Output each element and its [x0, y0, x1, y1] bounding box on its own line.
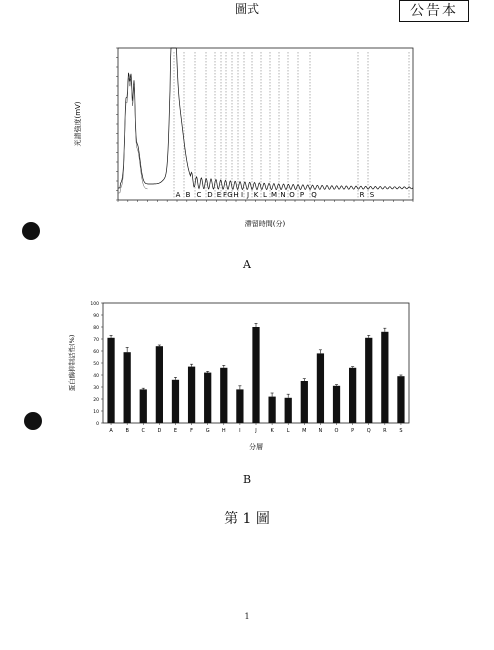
bar-chart-x-ticks [109, 423, 402, 434]
x-tick-label: L [286, 428, 290, 434]
figure-a-label: A [243, 258, 251, 271]
bar [124, 352, 131, 423]
figure-caption: 第 1 圖 [224, 511, 270, 527]
y-tick-label: 70 [93, 338, 99, 343]
fraction-label: H [233, 191, 239, 199]
bar [236, 389, 243, 423]
bar [172, 380, 179, 423]
bar [204, 373, 211, 423]
bar-chart-bars [107, 323, 404, 423]
inhibition-bar-chart [60, 296, 420, 456]
y-tick-label: 0 [96, 422, 99, 427]
x-tick-label: C [141, 428, 146, 434]
fraction-label: A [175, 191, 181, 199]
bar [301, 381, 308, 423]
chromatogram-trace [118, 48, 413, 190]
page-header-title: 圖式 [234, 2, 259, 16]
y-tick-label: 80 [93, 326, 99, 331]
punch-hole-mark [22, 222, 40, 240]
y-tick-label: 60 [93, 350, 99, 355]
x-tick-label: G [205, 428, 210, 434]
fraction-label: N [280, 191, 286, 199]
page-number: 1 [244, 612, 250, 621]
y-tick-label: 30 [93, 386, 99, 391]
x-tick-label: B [125, 428, 129, 434]
bar [317, 353, 324, 423]
bar [156, 346, 163, 423]
bar [349, 368, 356, 423]
bar [252, 327, 259, 423]
fraction-label: R [359, 191, 365, 199]
bar [140, 389, 147, 423]
fraction-labels [176, 191, 375, 199]
x-tick-label: N [318, 428, 323, 434]
x-tick-label: K [270, 428, 274, 434]
fraction-label: M [270, 191, 278, 199]
bar-chart-y-ticks [90, 301, 103, 427]
publication-stamp: 公告本 [399, 0, 469, 22]
fraction-label: B [185, 191, 191, 199]
fraction-label: F [222, 191, 228, 199]
x-tick-label: S [399, 428, 403, 434]
bar [285, 398, 292, 423]
y-tick-label: 40 [93, 374, 99, 379]
y-tick-label: 10 [93, 410, 99, 415]
x-tick-label: E [173, 428, 178, 434]
x-tick-label: H [221, 428, 226, 434]
fraction-label: L [263, 191, 267, 199]
fraction-cut-lines [174, 52, 409, 198]
bar-chart-y-axis-label: 蛋白酶抑制活性(%) [68, 334, 76, 392]
fraction-label: Q [311, 191, 317, 199]
fraction-label: K [253, 191, 259, 199]
bar-chart-x-axis-label: 分層 [249, 443, 263, 451]
bar [397, 376, 404, 423]
fraction-label: J [246, 191, 250, 199]
chromatogram-figure [60, 38, 430, 238]
x-tick-label: A [109, 428, 113, 434]
fraction-label: S [369, 191, 375, 199]
figure-b-label: B [242, 473, 252, 486]
bar [268, 397, 275, 423]
bar [365, 338, 372, 423]
chromatogram-y-axis-label: 光譜強度(mV) [74, 101, 82, 147]
fraction-label: D [207, 191, 213, 199]
x-tick-label: O [334, 428, 339, 434]
fraction-label: O [289, 191, 295, 199]
bar [188, 367, 195, 423]
x-tick-label: P [351, 428, 355, 434]
x-tick-label: R [383, 428, 387, 434]
y-tick-label: 100 [90, 302, 99, 307]
x-tick-label: I [239, 428, 241, 434]
fraction-label: I [240, 191, 244, 199]
y-tick-label: 20 [93, 398, 99, 403]
x-tick-label: J [255, 428, 257, 434]
fraction-label: E [216, 191, 222, 199]
punch-hole-mark [24, 412, 42, 430]
chromatogram-x-axis-label: 滯留時間(分) [244, 220, 286, 228]
fraction-label: C [196, 191, 202, 199]
x-tick-label: D [157, 428, 162, 434]
bar [381, 332, 388, 423]
y-tick-label: 50 [93, 362, 99, 367]
bar [107, 338, 114, 423]
bar [220, 368, 227, 423]
x-tick-label: Q [366, 428, 371, 434]
x-tick-label: M [302, 428, 307, 434]
fraction-label: G [227, 191, 233, 199]
chromatogram-axes [118, 48, 413, 200]
fraction-label: P [299, 191, 305, 199]
x-tick-label: F [190, 428, 194, 434]
bar [333, 386, 340, 423]
y-tick-label: 90 [93, 314, 99, 319]
